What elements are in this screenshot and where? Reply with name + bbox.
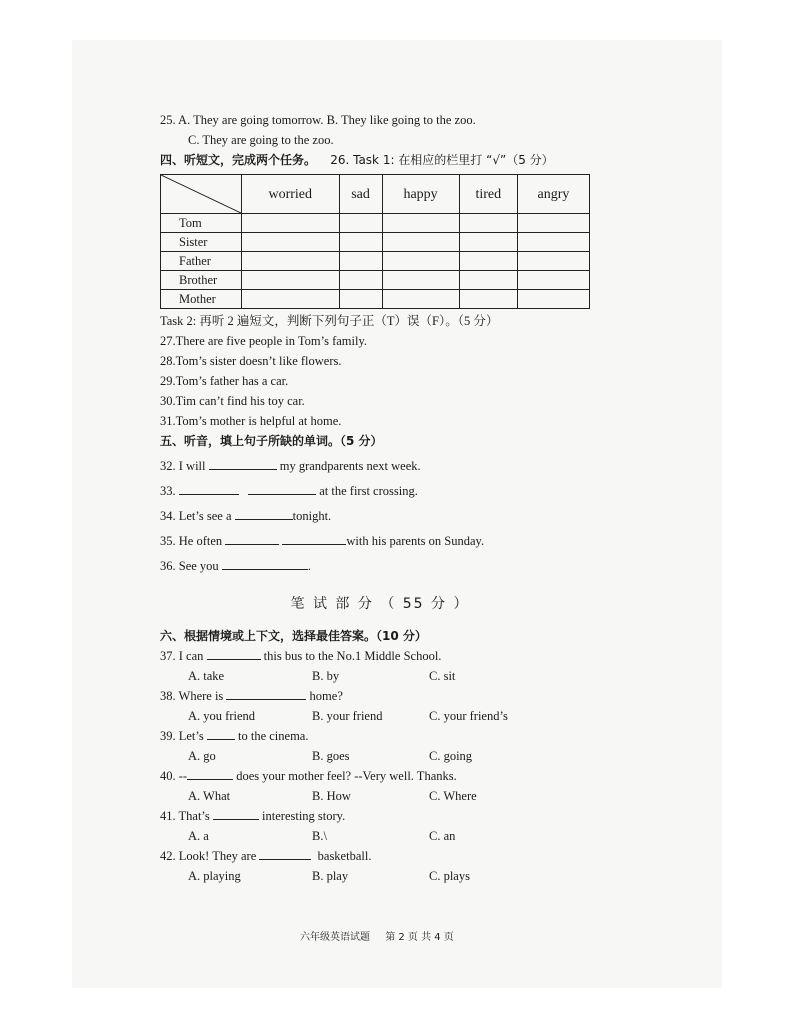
option-c[interactable]: C. an [429, 829, 456, 843]
check-cell[interactable] [242, 271, 340, 290]
check-cell[interactable] [382, 233, 459, 252]
option-a[interactable]: A. playing [188, 869, 241, 883]
fill-item-33 [160, 481, 600, 501]
check-cell[interactable] [242, 252, 340, 271]
col-tired: tired [459, 175, 517, 214]
question-stem: home? [309, 689, 343, 703]
answer-blank[interactable] [225, 531, 279, 545]
tf-item-28: 28.Tom’s sister doesn’t like flowers. [160, 354, 342, 368]
page-footer [300, 928, 466, 943]
answer-blank[interactable] [222, 556, 308, 570]
check-cell[interactable] [517, 233, 589, 252]
option-c[interactable]: C. your friend’s [429, 709, 508, 723]
question-stem: does your mother feel? --Very well. Thanks. [236, 769, 457, 783]
answer-blank[interactable] [259, 846, 311, 860]
answer-blank[interactable] [209, 456, 277, 470]
option-b[interactable]: B. by [312, 669, 340, 683]
option-a[interactable]: A. What [188, 789, 231, 803]
mc-question-37 [160, 646, 600, 686]
option-c[interactable]: C. sit [429, 669, 456, 683]
table-row [161, 233, 590, 252]
row-label: Mother [161, 290, 242, 309]
check-cell[interactable] [517, 214, 589, 233]
fill-text: at the first crossing. [319, 484, 418, 498]
answer-blank[interactable] [282, 531, 346, 545]
row-label: Sister [161, 233, 242, 252]
mc-question-39 [160, 726, 600, 766]
check-cell[interactable] [242, 290, 340, 309]
check-cell[interactable] [459, 252, 517, 271]
table-header-row [161, 175, 590, 214]
question-stem: interesting story. [262, 809, 346, 823]
table-corner-cell [161, 175, 242, 214]
fill-text: 32. I will [160, 459, 206, 473]
check-cell[interactable] [459, 271, 517, 290]
table-row [161, 214, 590, 233]
table-row [161, 290, 590, 309]
fill-text: with his parents on Sunday. [346, 534, 485, 548]
check-cell[interactable] [517, 271, 589, 290]
fill-text: 33. [160, 484, 176, 498]
fill-text: . [307, 559, 311, 573]
question-stem: this bus to the No.1 Middle School. [263, 649, 442, 663]
question-stem: 37. I can [160, 649, 204, 663]
question-stem: 41. That’s [160, 809, 210, 823]
option-c[interactable]: C. plays [429, 869, 470, 883]
question-stem: 39. Let’s [160, 729, 204, 743]
footer-page-number: 第 2 页 共 4 页 [385, 932, 454, 943]
fill-text: tonight. [292, 509, 332, 523]
question-stem: to the cinema. [238, 729, 309, 743]
feelings-table [160, 174, 590, 309]
question-stem: basketball. [317, 849, 372, 863]
answer-blank[interactable] [235, 506, 293, 520]
section4-heading [160, 150, 600, 170]
q25-line1: 25. A. They are going tomorrow. B. They like going to the zoo. [160, 113, 476, 127]
col-worried: worried [242, 175, 340, 214]
question-stem: 38. Where is [160, 689, 224, 703]
answer-blank[interactable] [179, 481, 239, 495]
table-row [161, 252, 590, 271]
row-label: Tom [161, 214, 242, 233]
written-section-title: 笔 试 部 分 （ 55 分 ） [290, 596, 470, 612]
option-b[interactable]: B.\ [312, 829, 327, 843]
col-sad: sad [339, 175, 382, 214]
task2-instruction: Task 2: 再听 2 遍短文，判断下列句子正（T）误（F）。（5 分） [160, 314, 499, 328]
answer-blank[interactable] [187, 766, 233, 780]
question-stem: 40. -- [160, 769, 188, 783]
option-b[interactable]: B. goes [312, 749, 350, 763]
section4-title: 四、听短文，完成两个任务。 [160, 153, 317, 167]
answer-blank[interactable] [207, 646, 261, 660]
exam-page [160, 110, 600, 886]
option-a[interactable]: A. go [188, 749, 216, 763]
check-cell[interactable] [517, 290, 589, 309]
question-stem: 42. Look! They are [160, 849, 257, 863]
fill-item-35 [160, 531, 600, 551]
check-cell[interactable] [242, 233, 340, 252]
answer-blank[interactable] [213, 806, 259, 820]
tf-item-31: 31.Tom’s mother is helpful at home. [160, 414, 342, 428]
answer-blank[interactable] [248, 481, 316, 495]
fill-item-34 [160, 506, 600, 526]
fill-item-32 [160, 456, 600, 476]
check-cell[interactable] [339, 271, 382, 290]
check-cell[interactable] [459, 290, 517, 309]
diagonal-line [161, 175, 241, 213]
col-angry: angry [517, 175, 589, 214]
check-cell[interactable] [459, 214, 517, 233]
check-cell[interactable] [339, 233, 382, 252]
section5-heading: 五、听音，填上句子所缺的单词。（5 分） [160, 434, 383, 448]
check-cell[interactable] [517, 252, 589, 271]
option-b[interactable]: B. your friend [312, 709, 383, 723]
check-cell[interactable] [382, 252, 459, 271]
check-cell[interactable] [459, 233, 517, 252]
mc-question-40 [160, 766, 600, 806]
tf-item-30: 30.Tim can’t find his toy car. [160, 394, 305, 408]
footer-title: 六年级英语试题 [300, 932, 370, 943]
check-cell[interactable] [339, 252, 382, 271]
section6-heading: 六、根据情境或上下文，选择最佳答案。（10 分） [160, 629, 427, 643]
table-row [161, 271, 590, 290]
check-cell[interactable] [339, 290, 382, 309]
option-a[interactable]: A. you friend [188, 709, 255, 723]
option-b[interactable]: B. play [312, 869, 349, 883]
option-a[interactable]: A. take [188, 669, 225, 683]
check-cell[interactable] [339, 214, 382, 233]
option-a[interactable]: A. a [188, 829, 209, 843]
mc-question-38 [160, 686, 600, 726]
option-b[interactable]: B. How [312, 789, 351, 803]
task1-instruction: 26. Task 1: 在相应的栏里打 “√”（5 分） [330, 153, 554, 167]
fill-text: my grandparents next week. [279, 459, 421, 473]
answer-blank[interactable] [226, 686, 306, 700]
row-label: Father [161, 252, 242, 271]
q25-line2: C. They are going to the zoo. [188, 133, 334, 147]
fill-text: 35. He often [160, 534, 223, 548]
col-happy: happy [382, 175, 459, 214]
option-c[interactable]: C. going [429, 749, 473, 763]
tf-item-29: 29.Tom’s father has a car. [160, 374, 289, 388]
tf-item-27: 27.There are five people in Tom’s family. [160, 334, 368, 348]
fill-item-36 [160, 556, 600, 576]
mc-question-41 [160, 806, 600, 846]
answer-blank[interactable] [207, 726, 235, 740]
check-cell[interactable] [242, 214, 340, 233]
option-c[interactable]: C. Where [429, 789, 477, 803]
check-cell[interactable] [382, 290, 459, 309]
fill-text: 36. See you [160, 559, 219, 573]
check-cell[interactable] [382, 214, 459, 233]
fill-text: 34. Let’s see a [160, 509, 232, 523]
row-label: Brother [161, 271, 242, 290]
mc-question-42 [160, 846, 600, 886]
check-cell[interactable] [382, 271, 459, 290]
